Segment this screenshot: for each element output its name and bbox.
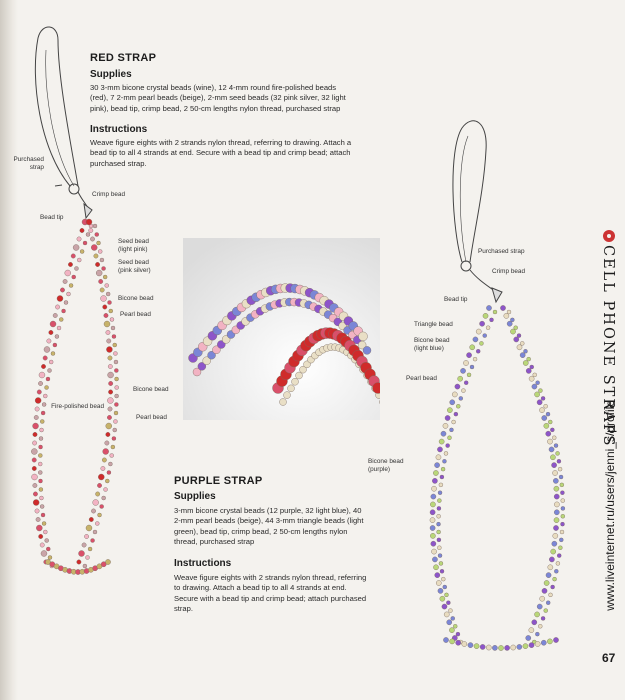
bead [552,541,557,546]
bead [449,628,454,633]
red-strap-title: RED STRAP [90,52,157,64]
bead [552,436,556,440]
bead [444,612,449,617]
bead [437,530,441,534]
bead [559,538,563,542]
bead [536,381,540,385]
bead [437,538,441,542]
bead [449,428,453,432]
bead [486,326,490,330]
bead [437,506,441,510]
bead [517,644,522,649]
purple-supplies-line: 3-mm bicone crystal beads (12 purple, 32 light blue), 40 [174,506,362,515]
bead [456,632,460,636]
bead [430,518,435,523]
bead [476,329,481,334]
bead [453,624,457,628]
bead [551,463,556,468]
label-pearl-bead-1: Pearl bead [120,311,151,318]
bead [433,470,438,475]
bead [430,510,435,515]
bead [517,345,522,350]
bead [558,467,562,471]
bead [514,337,519,342]
bead [500,305,505,310]
bead [476,349,480,353]
bead [452,420,456,424]
bead [533,373,537,377]
purple-supplies-line: green), bead tip, crimp bead, 2 50-cm lengths nylon [174,526,348,536]
purple-strap-title: PURPLE STRAP [174,475,263,487]
bead [554,510,559,515]
bead [447,436,451,440]
bead [553,525,558,530]
bead [431,486,436,491]
bead [554,518,559,523]
purple-supplies-line: thread, purchased strap [174,537,255,547]
bead [550,428,554,432]
bead [492,645,497,650]
purple-instructions-line: to drawing. Attach a bead tip to all 4 strands at end. [174,583,347,593]
bead [560,483,564,487]
bead [432,557,437,562]
bead [535,641,540,646]
label-bicone-bead-1: Bicone bead [118,295,154,302]
purple-supplies-heading: Supplies [174,491,216,502]
bead [532,620,537,625]
red-instructions-line: Weave figure eights with 2 strands nylon thread, referring to drawing. Attach a [90,138,352,147]
label-bead-tip-purple: Bead tip [444,296,468,303]
bead [534,612,539,617]
bead [559,475,563,479]
bead [542,415,547,420]
bead [483,334,487,338]
bead [430,533,435,538]
bead [537,604,542,609]
purple-supplies-line: 2-mm pearl beads (beige), 44 3-mm triangle beads (light [174,516,364,526]
label-bicone-bead-2: Bicone bead [133,386,169,393]
bead [446,601,450,605]
bead [479,321,484,326]
bead [430,525,435,530]
bead [557,459,561,463]
bead [431,541,436,546]
bead [556,451,560,455]
bead [554,486,559,491]
label-seed-bead-light-pink: Seed bead (light pink) [118,238,149,253]
bead [443,423,448,428]
bead [430,502,435,507]
bead [450,400,455,405]
bead [551,549,556,554]
bead [437,514,441,518]
bead [520,353,525,358]
red-instructions-line: purchased strap. [90,158,147,168]
red-supplies-line: (red), 7 2-mm pearl beads (beige), 2-mm seed beads (32 pink silver, 32 light [90,93,346,103]
bead [556,561,560,565]
bead [539,408,544,413]
bead [440,569,444,573]
bead [439,439,444,444]
bead [431,494,436,499]
bead [561,506,565,510]
bead [447,408,452,413]
bead [554,494,559,499]
bead [504,313,509,318]
bead [445,415,450,420]
bead [443,585,447,589]
bead [553,577,557,581]
bead [554,569,558,573]
page-number: 67 [602,651,616,665]
bead [538,624,542,628]
bead [434,463,439,468]
label-purchased-strap-purple: Purchased strap [478,248,525,255]
bead [505,645,510,650]
bead [544,423,549,428]
bead [467,373,471,377]
bead [456,640,461,645]
bead [461,389,465,393]
purple-instructions-heading: Instructions [174,558,232,569]
red-supplies-line: pink), bead tip, crimp bead, 2 50-cm lengths nylon thread, purchased strap [90,103,341,113]
bead [455,384,460,389]
bead [444,593,448,597]
bead [464,381,468,385]
bead [532,384,537,389]
bead [443,637,448,642]
bead [549,593,553,597]
bead [530,365,534,369]
bead [526,635,531,640]
bead [437,447,442,452]
bead [551,585,555,589]
red-supplies-line: 30 3-mm bicone crystal beads (wine), 12 4-mm round fire-polished beads [90,83,337,92]
bead [432,478,437,483]
bead [529,628,534,633]
bead [546,412,550,416]
bead [436,455,441,460]
bead [549,557,554,562]
red-instructions-line: bead tip to all 4 strands at end. Secure with a bead tip and crimp bead; attach [90,148,351,158]
bead [561,522,565,526]
bead [544,404,548,408]
bead [483,313,488,318]
bead [554,502,559,507]
bead [540,596,545,601]
bead [452,392,457,397]
bead [450,639,455,644]
bead [462,641,467,646]
bead [431,549,436,554]
section-title: CELL PHONE STRAPS [600,245,616,448]
bead [553,637,558,642]
bead [541,616,545,620]
bead [435,573,440,578]
bead [546,573,551,578]
bead [437,546,441,550]
bead [451,616,455,620]
bead [470,365,474,369]
bead [544,580,549,585]
bead [459,396,463,400]
bead [550,455,555,460]
purple-instructions-line: Secure with a bead tip and crimp bead; attach purchased [174,593,367,603]
bead [511,645,516,650]
bead [439,561,443,565]
bead [542,588,547,593]
bead [479,341,483,345]
bead [440,475,444,479]
bead [446,444,450,448]
bead [507,321,512,326]
bead [561,514,565,518]
bead [546,431,551,436]
flower-icon [602,229,616,243]
bead [463,360,468,365]
bead [470,345,475,350]
label-purchased-strap-red: Purchased strap [13,156,44,171]
bead [480,644,485,649]
bead [437,499,441,503]
bead [436,580,441,585]
bead [534,392,539,397]
label-triangle-bead: Triangle bead [414,321,453,328]
bead [454,412,458,416]
bead [438,554,442,558]
bead [529,643,534,648]
bead [537,400,542,405]
bead [460,368,465,373]
bead [549,447,554,452]
bead [526,368,531,373]
bead [520,341,524,345]
label-pearl-bead-purple: Pearl bead [406,375,437,382]
bead [523,349,527,353]
bead [486,305,491,310]
bead [548,565,553,570]
bead [523,360,528,365]
bead [439,483,443,487]
label-crimp-bead-red: Crimp bead [92,191,126,198]
bead [473,337,478,342]
bead [473,357,477,361]
bead [433,565,438,570]
bead [498,645,503,650]
bead [474,644,479,649]
bead [442,604,447,609]
bead [554,444,558,448]
bead [448,609,452,613]
bead [557,554,561,558]
bead [510,329,515,334]
bead [552,470,557,475]
bead [529,376,534,381]
bead [437,522,441,526]
bead [546,601,550,605]
bead [442,459,446,463]
bead [561,499,565,503]
label-bicone-bead-light-blue: Bicone bead (light blue) [414,337,450,352]
label-bicone-bead-purple: Bicone bead (purple) [368,458,404,473]
label-crimp-bead-purple: Crimp bead [492,268,526,275]
bead [466,353,471,358]
bead [441,577,445,581]
bead [541,396,545,400]
label-seed-bead-pink-silver: Seed bead (pink silver) [118,259,151,274]
bead [441,431,446,436]
bead [447,620,452,625]
bead [558,546,562,550]
label-pearl-bead-2: Pearl bead [136,414,167,421]
bead [544,609,548,613]
bead [535,632,539,636]
bead [468,643,473,648]
purple-bead-chain [430,305,565,650]
bead [541,640,546,645]
bead [553,478,558,483]
bead [560,491,564,495]
red-instructions-heading: Instructions [90,124,148,135]
bead [548,420,552,424]
bead [547,639,552,644]
label-bead-tip-red: Bead tip [40,214,64,221]
label-fire-polished-bead: Fire-polished bead [51,403,104,410]
bead [560,530,564,534]
bead [486,645,491,650]
bead [553,533,558,538]
bead [523,644,528,649]
bead [538,389,542,393]
bead [547,439,552,444]
bead [441,467,445,471]
bead [527,357,531,361]
bead [458,376,463,381]
bead [456,404,460,408]
bead [444,451,448,455]
purple-instructions-line: Weave figure eights with 2 strands nylon thread, referring [174,573,367,582]
bead [440,596,445,601]
watermark-text: www.liveinternet.ru/users/jenni_s/profile [603,400,617,611]
bead [438,491,442,495]
bead [493,310,497,314]
purple-instructions-line: strap. [174,604,193,614]
red-supplies-heading: Supplies [90,69,132,80]
bead [490,318,494,322]
bead [438,588,443,593]
